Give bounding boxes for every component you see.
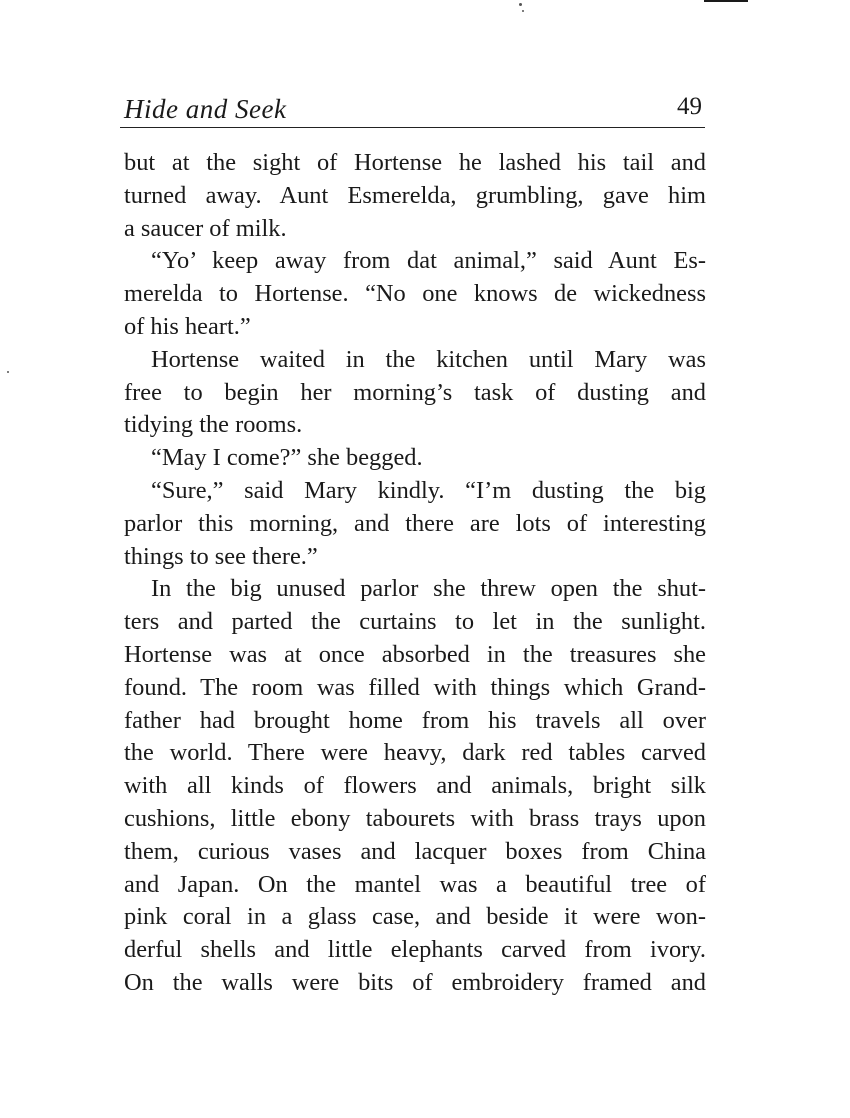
text-line: pink coral in a glass case, and beside it were won- xyxy=(124,903,706,931)
text-line: “May I come?” she begged. xyxy=(151,444,423,472)
text-line: of his heart.” xyxy=(124,312,251,340)
text-line: turned away. Aunt Esmerelda, grumbling, gave him xyxy=(124,181,706,209)
top-edge-mark xyxy=(704,0,748,2)
text-line: them, curious vases and lacquer boxes from China xyxy=(124,837,706,865)
page-number: 49 xyxy=(677,93,702,120)
scan-speck xyxy=(522,10,524,12)
text-line: things to see there.” xyxy=(124,542,318,570)
text-line: but at the sight of Hortense he lashed his tail and xyxy=(124,149,706,176)
text-line: Hortense waited in the kitchen until Mary was xyxy=(151,345,706,373)
running-title: Hide and Seek xyxy=(124,94,287,124)
scan-speck xyxy=(7,371,9,373)
text-line: “Yo’ keep away from dat animal,” said Aunt Es- xyxy=(151,247,706,275)
text-line: “Sure,” said Mary kindly. “I’m dusting the big xyxy=(151,476,706,504)
text-line: tidying the rooms. xyxy=(124,411,303,439)
text-line: a saucer of milk. xyxy=(124,214,287,242)
text-line: In the big unused parlor she threw open the shut- xyxy=(151,575,706,603)
text-line: free to begin her morning’s task of dusting and xyxy=(124,378,706,406)
text-line: derful shells and little elephants carved from ivory. xyxy=(124,936,706,964)
body-text xyxy=(124,147,706,1000)
text-line: the world. There were heavy, dark red tables carved xyxy=(124,739,706,767)
text-line: found. The room was filled with things which Grand- xyxy=(124,673,706,701)
header-rule xyxy=(120,127,705,128)
text-line: merelda to Hortense. “No one knows de wickedness xyxy=(124,280,706,308)
text-line: parlor this morning, and there are lots of interesting xyxy=(124,509,706,537)
text-line: and Japan. On the mantel was a beautiful tree of xyxy=(124,870,706,898)
text-line: On the walls were bits of embroidery framed and xyxy=(124,968,706,996)
page-header xyxy=(124,91,704,127)
text-line: Hortense was at once absorbed in the treasures she xyxy=(124,640,706,668)
text-line: ters and parted the curtains to let in the sunlight. xyxy=(124,608,706,636)
text-line: with all kinds of flowers and animals, bright silk xyxy=(124,772,706,800)
text-line: cushions, little ebony tabourets with brass trays upon xyxy=(124,804,706,832)
scan-speck xyxy=(519,3,522,6)
text-line: father had brought home from his travels all over xyxy=(124,706,706,734)
